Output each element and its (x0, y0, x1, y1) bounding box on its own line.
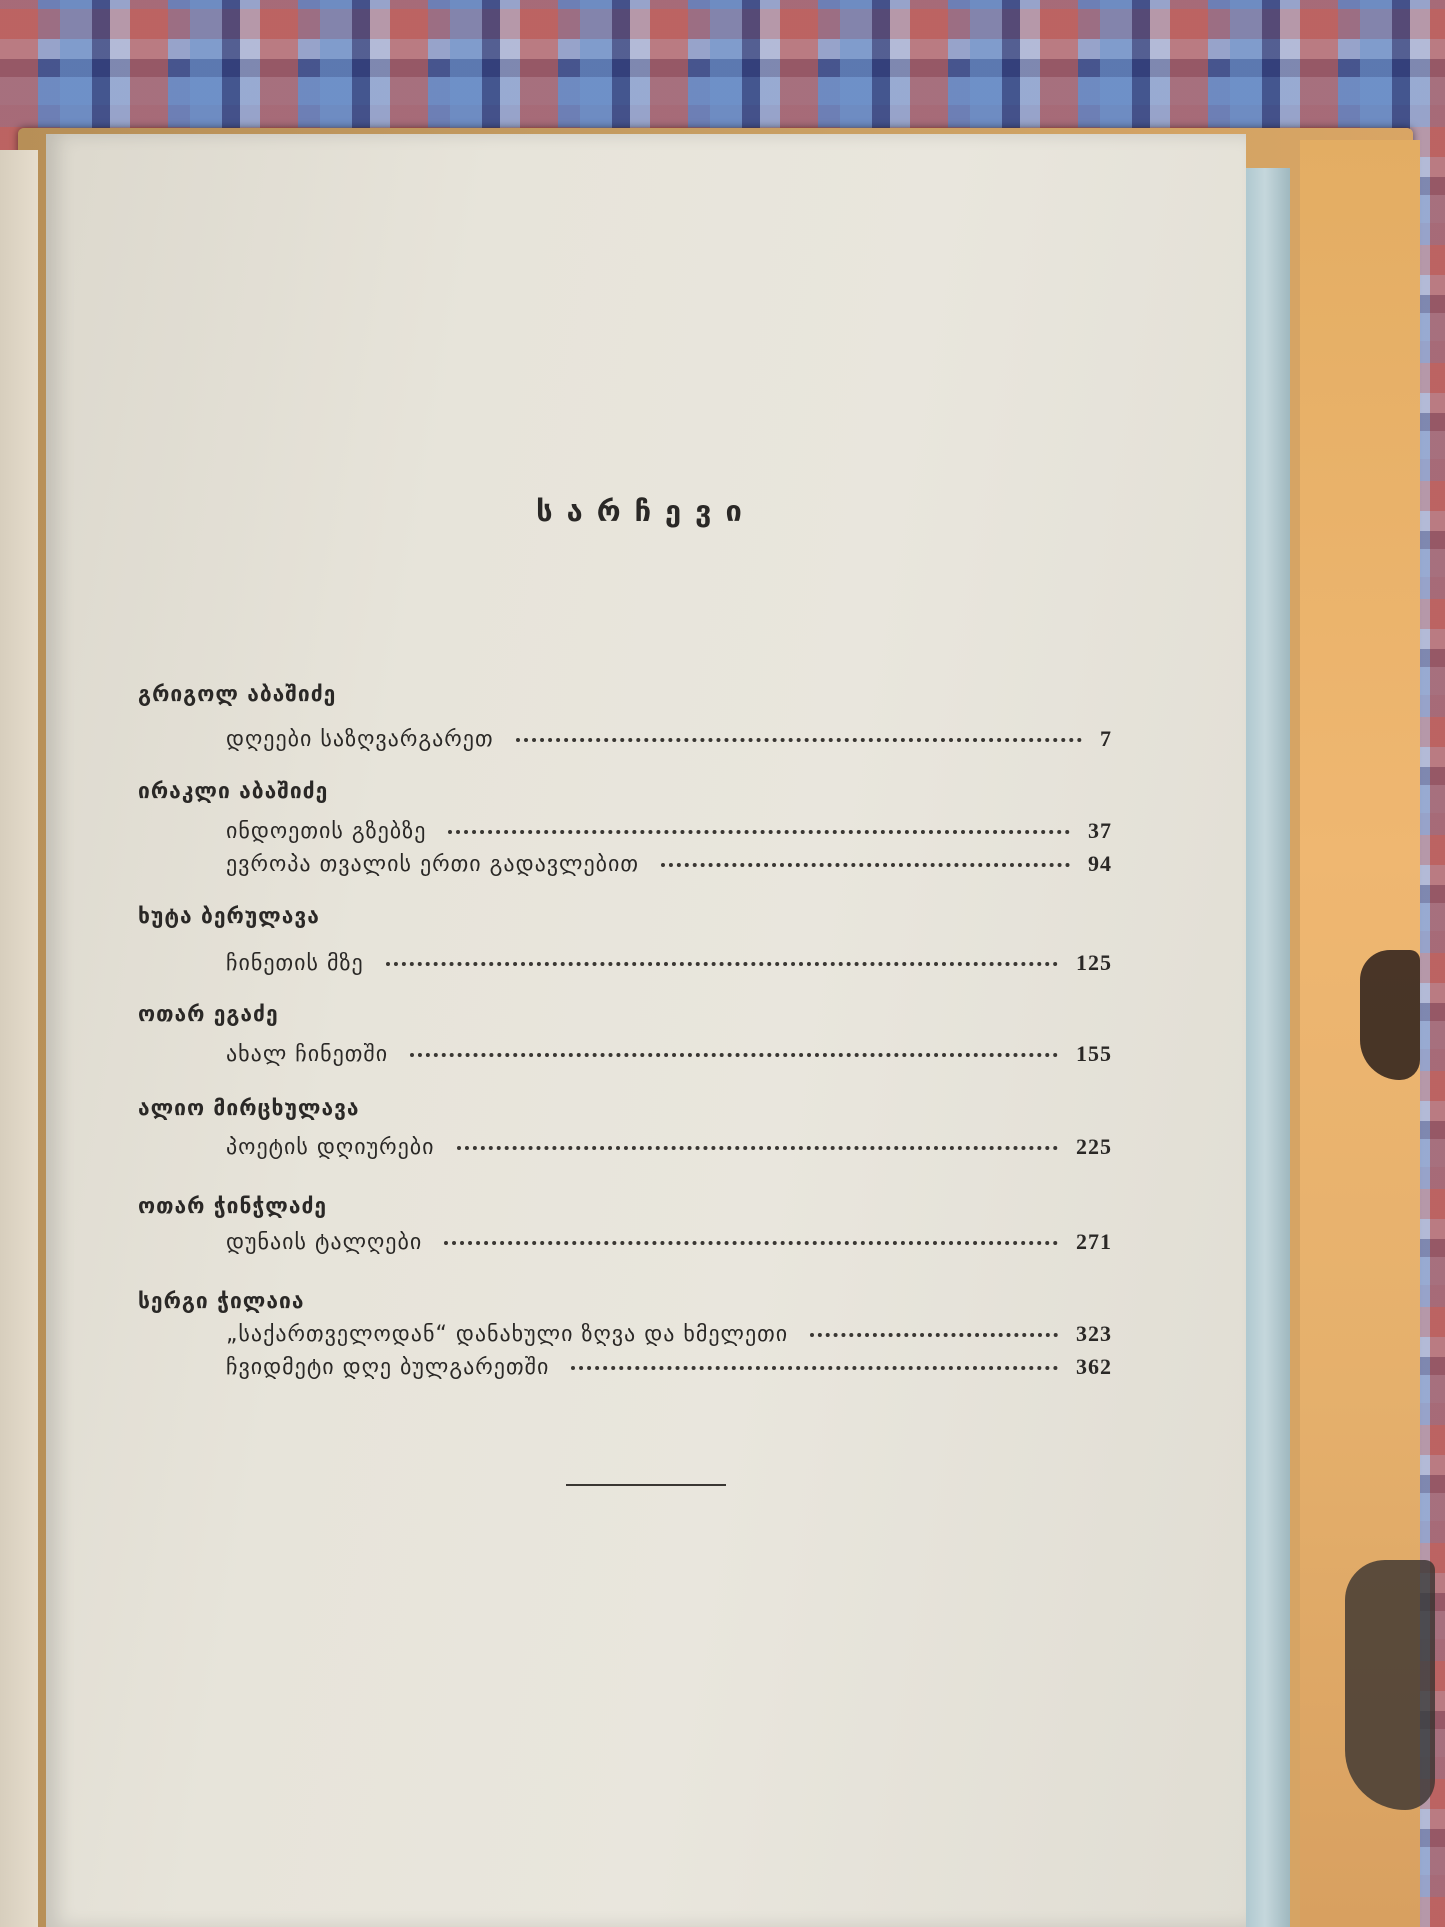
toc-entry (226, 1134, 1112, 1160)
toc-author: ალიო მირცხულავა (138, 1096, 360, 1120)
toc-entry (226, 851, 1112, 877)
toc-author: ოთარ ეგაძე (138, 1002, 279, 1026)
toc-entry-page: 323 (1076, 1321, 1112, 1346)
book-page (46, 134, 1246, 1927)
toc-entry-title: ინდოეთის გზებზე (226, 819, 427, 844)
toc-entry-page: 362 (1076, 1354, 1112, 1379)
leader-dots (410, 1053, 1058, 1057)
toc-entry (226, 1354, 1112, 1380)
spine-blue-band (1240, 168, 1290, 1927)
leader-dots (457, 1146, 1058, 1150)
toc-entry (226, 726, 1112, 752)
toc-entry-page: 271 (1076, 1229, 1112, 1254)
toc-entry-page: 125 (1076, 950, 1112, 975)
toc-entry-page: 94 (1088, 851, 1112, 876)
toc-entry (226, 1041, 1112, 1067)
toc-entry-title: ჩინეთის მზე (226, 951, 364, 976)
toc-entry-title: ჩვიდმეტი დღე ბულგარეთში (226, 1355, 550, 1380)
toc-author: სერგი ჭილაია (138, 1289, 305, 1313)
toc-entry-page: 225 (1076, 1134, 1112, 1159)
closing-rule (566, 1484, 726, 1486)
toc-entry-title: „საქართველოდან“ დანახული ზღვა და ხმელეთი (226, 1322, 789, 1347)
leader-dots (661, 863, 1070, 867)
table-of-contents (46, 134, 1246, 1927)
toc-entry-title: დუნაის ტალღები (226, 1230, 423, 1255)
toc-entry (226, 1229, 1112, 1255)
toc-entry-page: 37 (1088, 818, 1112, 843)
leader-dots (810, 1333, 1058, 1337)
leader-dots (386, 962, 1058, 966)
toc-entry-title: პოეტის დღიურები (226, 1135, 435, 1160)
toc-entry-page: 7 (1100, 726, 1112, 751)
cover-illustration-figure (1360, 950, 1420, 1080)
toc-title: სარჩევი (536, 494, 756, 528)
leader-dots (444, 1241, 1058, 1245)
leader-dots (516, 738, 1082, 742)
toc-entry (226, 818, 1112, 844)
toc-entry-title: ევროპა თვალის ერთი გადავლებით (226, 852, 640, 877)
toc-author: გრიგოლ აბაშიძე (138, 682, 337, 706)
cover-illustration-shape (1345, 1560, 1435, 1810)
toc-entry-page: 155 (1076, 1041, 1112, 1066)
toc-entry-title: დღეები საზღვარგარეთ (226, 727, 494, 752)
toc-author: ირაკლი აბაშიძე (138, 779, 329, 803)
toc-entry-title: ახალ ჩინეთში (226, 1042, 389, 1067)
toc-author: ოთარ ჭინჭლაძე (138, 1194, 328, 1218)
leader-dots (448, 830, 1070, 834)
leader-dots (571, 1366, 1058, 1370)
left-page-edge (0, 150, 38, 1927)
toc-entry (226, 950, 1112, 976)
toc-entry (226, 1321, 1112, 1347)
toc-author: ხუტა ბერულავა (138, 904, 320, 928)
